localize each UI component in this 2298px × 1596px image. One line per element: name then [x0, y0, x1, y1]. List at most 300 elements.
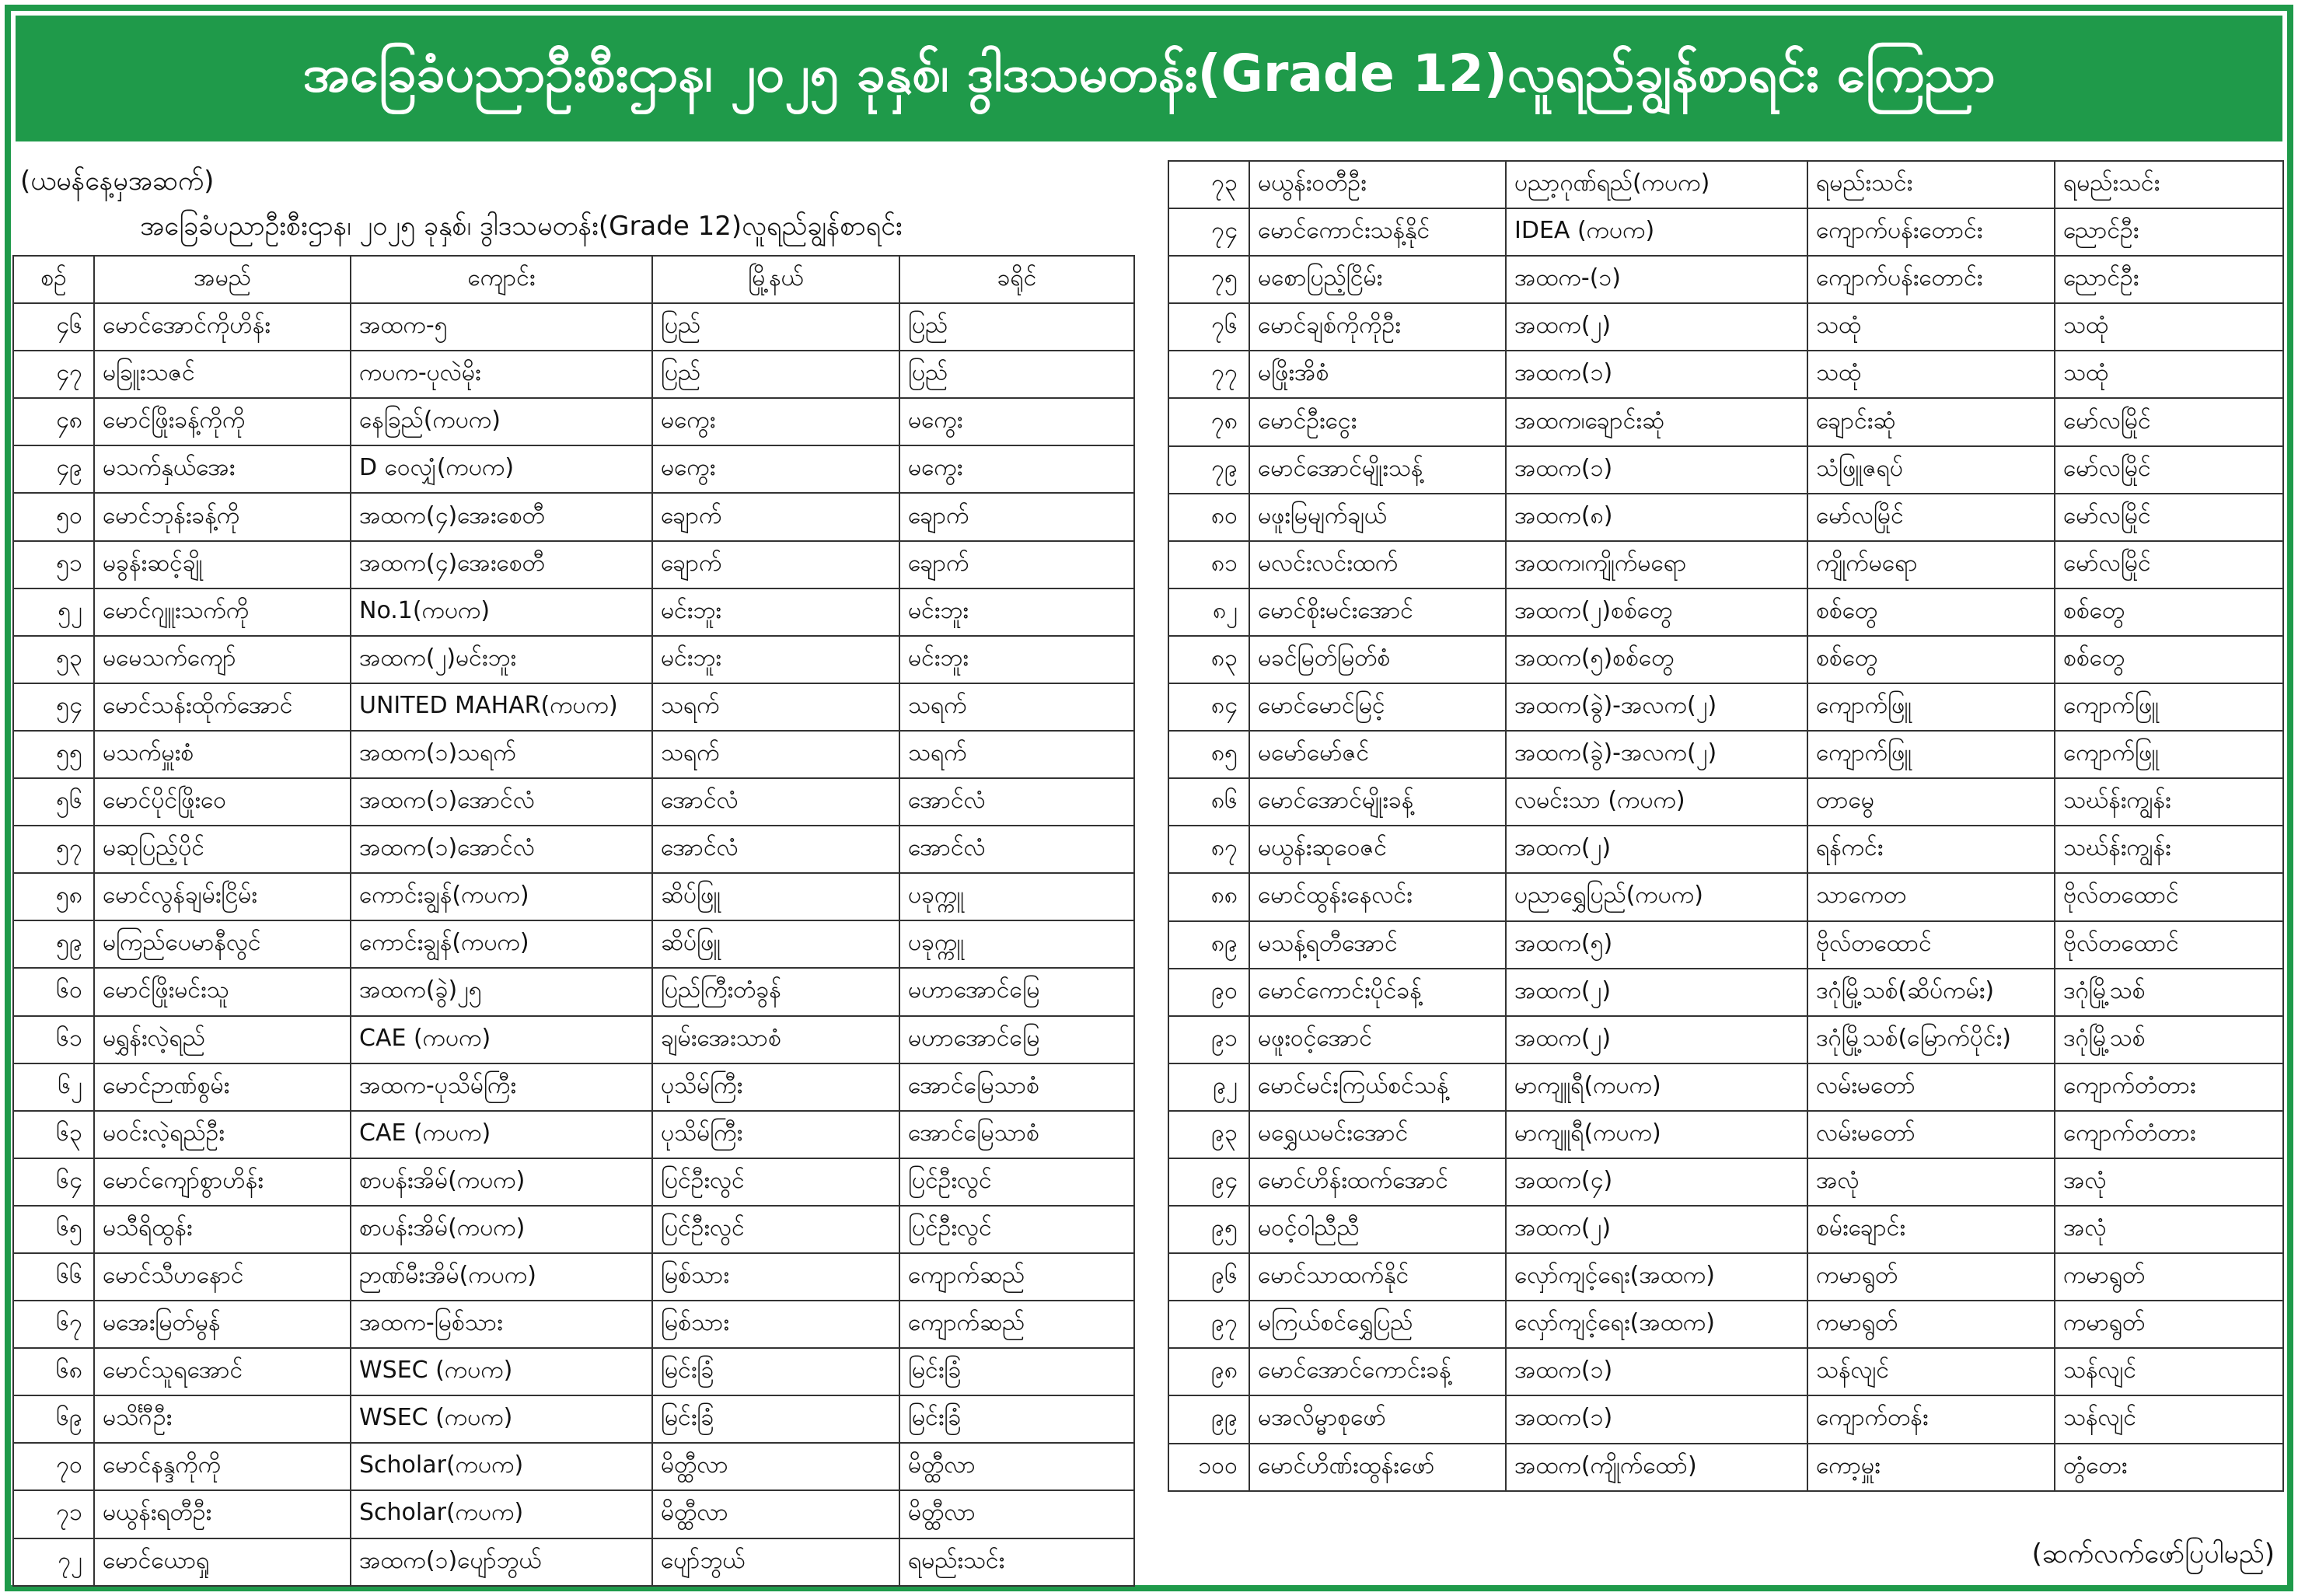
header-no: စဉ်	[13, 256, 94, 303]
cell-no: ၄၈	[13, 398, 94, 445]
cell-district: သထုံ	[2055, 303, 2283, 351]
cell-no: ၉၇	[1168, 1301, 1249, 1348]
cell-name: မောင်စိုးမင်းအောင်	[1249, 588, 1506, 636]
table-row	[1168, 636, 2283, 683]
cell-no: ၈၁	[1168, 541, 1249, 588]
cell-school: D ဝေလျှံ(ကပက)	[351, 445, 652, 493]
cell-district: သဃ်န်းကျွန်း	[2055, 778, 2283, 826]
cell-name: မောင်နန္ဒကိုကို	[94, 1443, 351, 1490]
cell-no: ၉၂	[1168, 1063, 1249, 1111]
cell-district: ပြင်ဦးလွင်	[899, 1206, 1134, 1253]
cell-township: တာမွေ	[1807, 778, 2055, 826]
table-row	[1168, 873, 2283, 920]
table-row	[1168, 1016, 2283, 1063]
table-row	[13, 873, 1134, 920]
cell-district: အောင်မြေသာစံ	[899, 1063, 1134, 1111]
cell-township: ပြင်ဦးလွင်	[652, 1206, 899, 1253]
cell-district: ကမာရွတ်	[2055, 1301, 2283, 1348]
cell-township: ပြင်ဦးလွင်	[652, 1158, 899, 1206]
cell-district: မင်းဘူး	[899, 636, 1134, 683]
cell-no: ၇၀	[13, 1443, 94, 1490]
cell-name: မစောပြည့်ငြိမ်း	[1249, 256, 1506, 303]
table-row	[1168, 1395, 2283, 1443]
cell-school: အထက(၁)အောင်လံ	[351, 826, 652, 873]
table-row	[13, 1063, 1134, 1111]
cell-township: ဒဂုံမြို့သစ်(ဆိပ်ကမ်း)	[1807, 969, 2055, 1016]
cell-no: ၇၅	[1168, 256, 1249, 303]
cell-district: အောင်လံ	[899, 778, 1134, 826]
cell-school: လမင်းသာ (ကပက)	[1506, 778, 1807, 826]
cell-no: ၄၉	[13, 445, 94, 493]
cell-school: ဉာဏ်မီးအိမ်(ကပက)	[351, 1253, 652, 1301]
cell-no: ၉၀	[1168, 969, 1249, 1016]
table-row	[13, 445, 1134, 493]
cell-no: ၉၁	[1168, 1016, 1249, 1063]
cell-no: ၅၆	[13, 778, 94, 826]
table-row	[13, 1016, 1134, 1063]
cell-township: ဆိပ်ဖြူ	[652, 873, 899, 920]
cell-name: မောင်ထွန်းနေလင်း	[1249, 873, 1506, 920]
table-row	[13, 778, 1134, 826]
cell-district: ပခုက္ကူ	[899, 920, 1134, 968]
cell-name: မောင်ပိုင်ဖြိုးဝေ	[94, 778, 351, 826]
cell-township: သထုံ	[1807, 351, 2055, 398]
cell-no: ၇၂	[13, 1538, 94, 1586]
cell-township: ချောင်းဆုံ	[1807, 398, 2055, 445]
continued-footer: (ဆက်လက်ဖော်ပြပါမည်)	[2031, 1538, 2275, 1570]
table-row	[1168, 778, 2283, 826]
cell-township: ကော့မှူး	[1807, 1444, 2055, 1491]
cell-district: မော်လမြိုင်	[2055, 541, 2283, 588]
cell-no: ၅၁	[13, 541, 94, 588]
cell-name: မဖြိုးအိစံ	[1249, 351, 1506, 398]
cell-name: မဖူးဝင့်အောင်	[1249, 1016, 1506, 1063]
cell-school: အထက(၄)အေးစေတီ	[351, 493, 652, 540]
page-title: အခြေခံပညာဦးစီးဌာန၊ ၂၀၂၅ ခုနှစ်၊ ဒွါဒသမတန်း(Grade 12)လူရည်ချွန်စာရင်း ကြေညာ	[16, 16, 2282, 141]
cell-district: ချောက်	[899, 493, 1134, 540]
cell-district: ချောက်	[899, 541, 1134, 588]
cell-name: မောင်ဟိဏ်းထွန်းဖော်	[1249, 1444, 1506, 1491]
header-name: အမည်	[94, 256, 351, 303]
table-row	[1168, 588, 2283, 636]
cell-township: ချမ်းအေးသာစံ	[652, 1016, 899, 1063]
cell-school: အထက(၁)အောင်လံ	[351, 778, 652, 826]
cell-no: ၆၃	[13, 1111, 94, 1158]
cell-name: မမေသက်ကျော်	[94, 636, 351, 683]
cell-township: ကျောက်ဖြူ	[1807, 683, 2055, 731]
cell-district: ကျောက်ဖြူ	[2055, 731, 2283, 778]
table-row	[1168, 256, 2283, 303]
cell-township: ဒဂုံမြို့သစ်(မြောက်ပိုင်း)	[1807, 1016, 2055, 1063]
cell-no: ၅၂	[13, 588, 94, 636]
cell-school: အထက(ခွဲ)-အလက(၂)	[1506, 731, 1807, 778]
cell-school: အထက(၁)ပျော်ဘွယ်	[351, 1538, 652, 1586]
cell-township: သရက်	[652, 731, 899, 778]
cell-no: ၇၃	[1168, 161, 1249, 208]
table-row	[1168, 683, 2283, 731]
cell-name: မမော်မော်ဇင်	[1249, 731, 1506, 778]
table-row	[1168, 446, 2283, 494]
cell-township: မော်လမြိုင်	[1807, 494, 2055, 541]
cell-district: တွံတေး	[2055, 1444, 2283, 1491]
cell-name: မခင်မြတ်မြတ်စံ	[1249, 636, 1506, 683]
cell-school: စာပန်းအိမ်(ကပက)	[351, 1206, 652, 1253]
cell-district: သရက်	[899, 731, 1134, 778]
cell-name: မောင်သာထက်နိုင်	[1249, 1253, 1506, 1301]
continued-note: (ယမန်နေ့မှအဆက်)	[20, 166, 215, 197]
cell-township: သရက်	[652, 683, 899, 731]
cell-school: အထက၊ချောင်းဆုံ	[1506, 398, 1807, 445]
cell-school: အထက(၅)စစ်တွေ	[1506, 636, 1807, 683]
cell-township: ကျောက်ဖြူ	[1807, 731, 2055, 778]
cell-no: ၈၅	[1168, 731, 1249, 778]
cell-no: ၆၂	[13, 1063, 94, 1111]
cell-no: ၈၄	[1168, 683, 1249, 731]
cell-school: မာကျူရီ(ကပက)	[1506, 1111, 1807, 1158]
cell-district: ဒဂုံမြို့သစ်	[2055, 1016, 2283, 1063]
cell-school: အထက-ပုသိမ်ကြီး	[351, 1063, 652, 1111]
table-row	[13, 1490, 1134, 1538]
cell-district: အောင်လံ	[899, 826, 1134, 873]
cell-name: မခွန်းဆင့်ချို	[94, 541, 351, 588]
cell-school: နေခြည်(ကပက)	[351, 398, 652, 445]
cell-school: အထက(၂)	[1506, 969, 1807, 1016]
cell-township: မိတ္ထီလာ	[652, 1490, 899, 1538]
cell-name: မောင်ယောရှု	[94, 1538, 351, 1586]
cell-school: အထက၊ကျိုက်မရော	[1506, 541, 1807, 588]
cell-township: ပြည်	[652, 351, 899, 398]
cell-no: ၆၇	[13, 1301, 94, 1348]
cell-school: အထက(၈)	[1506, 494, 1807, 541]
cell-district: ကျောက်တံတား	[2055, 1111, 2283, 1158]
cell-school: CAE (ကပက)	[351, 1016, 652, 1063]
cell-township: စမ်းချောင်း	[1807, 1206, 2055, 1253]
cell-township: ရန်ကင်း	[1807, 826, 2055, 873]
cell-no: ၄၆	[13, 303, 94, 351]
cell-school: လှော်ကျင့်ရေး(အထက)	[1506, 1253, 1807, 1301]
header-school: ကျောင်း	[351, 256, 652, 303]
cell-name: မလင်းလင်းထက်	[1249, 541, 1506, 588]
table-row	[1168, 1158, 2283, 1206]
cell-township: ဆိပ်ဖြူ	[652, 920, 899, 968]
cell-township: မင်းဘူး	[652, 636, 899, 683]
cell-school: WSEC (ကပက)	[351, 1395, 652, 1443]
cell-no: ၇၇	[1168, 351, 1249, 398]
cell-township: ပြည်	[652, 303, 899, 351]
table-row	[13, 588, 1134, 636]
cell-no: ၆၆	[13, 1253, 94, 1301]
cell-name: မောင်ဖြိုးမင်းသူ	[94, 968, 351, 1015]
table-row	[1168, 1348, 2283, 1395]
table-row	[1168, 303, 2283, 351]
cell-township: မကွေး	[652, 398, 899, 445]
cell-no: ၉၉	[1168, 1395, 1249, 1443]
cell-district: သန်လျင်	[2055, 1395, 2283, 1443]
cell-name: မအလိမ္မာစုဖော်	[1249, 1395, 1506, 1443]
cell-no: ၆၁	[13, 1016, 94, 1063]
cell-township: မြစ်သား	[652, 1301, 899, 1348]
cell-township: မြစ်သား	[652, 1253, 899, 1301]
cell-no: ၈၀	[1168, 494, 1249, 541]
cell-no: ၅၈	[13, 873, 94, 920]
cell-district: စစ်တွေ	[2055, 636, 2283, 683]
cell-district: ပြည်	[899, 351, 1134, 398]
cell-school: ပညာရွှေပြည်(ကပက)	[1506, 873, 1807, 920]
cell-district: ကျောက်ဖြူ	[2055, 683, 2283, 731]
cell-name: မောင်ကျော်စွာဟိန်း	[94, 1158, 351, 1206]
cell-no: ၉၃	[1168, 1111, 1249, 1158]
cell-township: အောင်လံ	[652, 778, 899, 826]
cell-school: အထက(၄)အေးစေတီ	[351, 541, 652, 588]
cell-township: ကျောက်ပန်းတောင်း	[1807, 208, 2055, 256]
cell-township: ကမာရွတ်	[1807, 1301, 2055, 1348]
cell-district: မြင်းခြံ	[899, 1395, 1134, 1443]
table-row	[13, 1253, 1134, 1301]
cell-name: မသိင်္ဂီဦး	[94, 1395, 351, 1443]
cell-district: မကွေး	[899, 398, 1134, 445]
cell-no: ၈၇	[1168, 826, 1249, 873]
cell-district: မြင်းခြံ	[899, 1348, 1134, 1395]
cell-name: မောင်ချစ်ကိုကိုဦး	[1249, 303, 1506, 351]
cell-no: ၉၄	[1168, 1158, 1249, 1206]
table-row	[13, 1395, 1134, 1443]
cell-township: စစ်တွေ	[1807, 636, 2055, 683]
cell-school: အထက(၁)သရက်	[351, 731, 652, 778]
cell-name: မဆုပြည့်ပိုင်	[94, 826, 351, 873]
cell-district: သန်လျင်	[2055, 1348, 2283, 1395]
cell-district: ကမာရွတ်	[2055, 1253, 2283, 1301]
cell-township: ရမည်းသင်း	[1807, 161, 2055, 208]
cell-district: ပခုက္ကူ	[899, 873, 1134, 920]
cell-school: အထက(၂)စစ်တွေ	[1506, 588, 1807, 636]
cell-school: အထက(၁)	[1506, 446, 1807, 494]
cell-township: မြင်းခြံ	[652, 1395, 899, 1443]
cell-no: ၈၂	[1168, 588, 1249, 636]
cell-name: မဝင့်ဝါညီညီ	[1249, 1206, 1506, 1253]
table-row	[13, 1301, 1134, 1348]
cell-district: ညောင်ဦး	[2055, 256, 2283, 303]
cell-district: မင်းဘူး	[899, 588, 1134, 636]
cell-school: အထက(ခွဲ)၂၅	[351, 968, 652, 1015]
cell-district: မော်လမြိုင်	[2055, 398, 2283, 445]
cell-no: ၆၉	[13, 1395, 94, 1443]
cell-name: မောင်အောင်ကောင်းခန့်	[1249, 1348, 1506, 1395]
cell-township: သထုံ	[1807, 303, 2055, 351]
cell-name: မဖူးမြမျက်ချယ်	[1249, 494, 1506, 541]
cell-township: မကွေး	[652, 445, 899, 493]
cell-no: ၅၄	[13, 683, 94, 731]
cell-no: ၅၉	[13, 920, 94, 968]
table-row	[1168, 969, 2283, 1016]
cell-no: ၉၅	[1168, 1206, 1249, 1253]
table-row	[1168, 1301, 2283, 1348]
cell-name: မကြည်ပေမာနီလွင်	[94, 920, 351, 968]
cell-school: CAE (ကပက)	[351, 1111, 652, 1158]
cell-school: ကောင်းချွန်(ကပက)	[351, 873, 652, 920]
cell-school: မာကျူရီ(ကပက)	[1506, 1063, 1807, 1111]
cell-no: ၇၆	[1168, 303, 1249, 351]
cell-district: ကျောက်ဆည်	[899, 1253, 1134, 1301]
cell-district: ဗိုလ်တထောင်	[2055, 873, 2283, 920]
cell-no: ၁၀၀	[1168, 1444, 1249, 1491]
cell-no: ၇၈	[1168, 398, 1249, 445]
cell-district: မကွေး	[899, 445, 1134, 493]
table-row	[13, 541, 1134, 588]
cell-township: ကမာရွတ်	[1807, 1253, 2055, 1301]
table-row	[1168, 1111, 2283, 1158]
table-row	[13, 968, 1134, 1015]
table-row	[1168, 161, 2283, 208]
cell-name: မောင်ဖြိုးခန့်ကိုကို	[94, 398, 351, 445]
cell-name: မကြယ်စင်ရွှေပြည်	[1249, 1301, 1506, 1348]
cell-no: ၆၈	[13, 1348, 94, 1395]
cell-district: ရမည်းသင်း	[2055, 161, 2283, 208]
cell-school: အထက-၅	[351, 303, 652, 351]
cell-school: ကောင်းချွန်(ကပက)	[351, 920, 652, 968]
table-header-row	[13, 256, 1134, 303]
table-title: အခြေခံပညာဦးစီးဌာန၊ ၂၀၂၅ ခုနှစ်၊ ဒွါဒသမတန်း(Grade 12)လူရည်ချွန်စာရင်း	[140, 211, 903, 242]
table-row	[13, 493, 1134, 540]
header-township: မြို့နယ်	[652, 256, 899, 303]
cell-name: မောင်မင်းကြယ်စင်သန့်	[1249, 1063, 1506, 1111]
cell-no: ၅၃	[13, 636, 94, 683]
cell-school: အထက(ခွဲ)-အလက(၂)	[1506, 683, 1807, 731]
cell-name: မောင်လွန်ချမ်းငြိမ်း	[94, 873, 351, 920]
table-row	[13, 826, 1134, 873]
table-row	[1168, 826, 2283, 873]
cell-school: အထက(၂)	[1506, 1016, 1807, 1063]
cell-name: မောင်ဂျူးသက်ကို	[94, 588, 351, 636]
cell-township: ဗိုလ်တထောင်	[1807, 921, 2055, 969]
cell-name: မောင်သီဟနောင်	[94, 1253, 351, 1301]
cell-township: မိတ္ထီလာ	[652, 1443, 899, 1490]
cell-name: မောင်မောင်မြင့်	[1249, 683, 1506, 731]
cell-school: အထက(ကျိုက်ထော်)	[1506, 1444, 1807, 1491]
cell-name: မယွန်းဆုဝေဇင်	[1249, 826, 1506, 873]
cell-school: WSEC (ကပက)	[351, 1348, 652, 1395]
cell-name: မဝင်းလဲ့ရည်ဦး	[94, 1111, 351, 1158]
cell-township: လမ်းမတော်	[1807, 1063, 2055, 1111]
cell-township: ချောက်	[652, 541, 899, 588]
cell-no: ၅၀	[13, 493, 94, 540]
table-row	[1168, 208, 2283, 256]
cell-district: သရက်	[899, 683, 1134, 731]
cell-township: ကျောက်ပန်းတောင်း	[1807, 256, 2055, 303]
cell-school: ပညာ့ဂုဏ်ရည်(ကပက)	[1506, 161, 1807, 208]
cell-name: မောင်ဉာဏ်စွမ်း	[94, 1063, 351, 1111]
cell-school: အထက(၁)	[1506, 351, 1807, 398]
cell-name: မောင်အောင်မျိုးသန့်	[1249, 446, 1506, 494]
cell-district: ညောင်ဦး	[2055, 208, 2283, 256]
cell-school: လှော်ကျင့်ရေး(အထက)	[1506, 1301, 1807, 1348]
table-row	[13, 1348, 1134, 1395]
cell-township: ကျောက်တန်း	[1807, 1395, 2055, 1443]
cell-township: သံဖြူဇရပ်	[1807, 446, 2055, 494]
cell-school: Scholar(ကပက)	[351, 1443, 652, 1490]
cell-no: ၈၈	[1168, 873, 1249, 920]
cell-township: ပျော်ဘွယ်	[652, 1538, 899, 1586]
cell-name: မရွှေယမင်းအောင်	[1249, 1111, 1506, 1158]
cell-school: အထက-(၁)	[1506, 256, 1807, 303]
cell-township: ပုသိမ်ကြီး	[652, 1111, 899, 1158]
table-row	[1168, 731, 2283, 778]
table-row	[1168, 1253, 2283, 1301]
cell-school: စာပန်းအိမ်(ကပက)	[351, 1158, 652, 1206]
cell-no: ၄၇	[13, 351, 94, 398]
cell-no: ၇၁	[13, 1490, 94, 1538]
table-row	[1168, 351, 2283, 398]
cell-school: အထက(၂)	[1506, 826, 1807, 873]
table-row	[13, 920, 1134, 968]
table-row	[1168, 1206, 2283, 1253]
cell-no: ၉၈	[1168, 1348, 1249, 1395]
cell-name: မောင်ဟိန်းထက်အောင်	[1249, 1158, 1506, 1206]
cell-district: အောင်မြေသာစံ	[899, 1111, 1134, 1158]
cell-school: UNITED MAHAR(ကပက)	[351, 683, 652, 731]
cell-name: မောင်သန်းထိုက်အောင်	[94, 683, 351, 731]
cell-school: ကပက-ပုလဲမိုး	[351, 351, 652, 398]
cell-name: မောင်ကောင်းပိုင်ခန့်	[1249, 969, 1506, 1016]
cell-name: မောင်ဦးငွေး	[1249, 398, 1506, 445]
cell-no: ၈၆	[1168, 778, 1249, 826]
cell-township: စစ်တွေ	[1807, 588, 2055, 636]
cell-district: မော်လမြိုင်	[2055, 446, 2283, 494]
cell-district: စစ်တွေ	[2055, 588, 2283, 636]
cell-school: အထက-မြစ်သား	[351, 1301, 652, 1348]
cell-district: ကျောက်တံတား	[2055, 1063, 2283, 1111]
table-row	[1168, 1444, 2283, 1491]
cell-district: မိတ္ထီလာ	[899, 1443, 1134, 1490]
cell-school: အထက(၅)	[1506, 921, 1807, 969]
table-row	[13, 303, 1134, 351]
cell-name: မသီရိထွန်း	[94, 1206, 351, 1253]
table-row	[13, 398, 1134, 445]
cell-school: အထက(၂)မင်းဘူး	[351, 636, 652, 683]
cell-township: သာကေတ	[1807, 873, 2055, 920]
results-table-left	[12, 255, 1135, 1587]
cell-district: မိတ္ထီလာ	[899, 1490, 1134, 1538]
cell-name: မောင်အောင်ကိုဟိန်း	[94, 303, 351, 351]
cell-school: Scholar(ကပက)	[351, 1490, 652, 1538]
header-district: ခရိုင်	[899, 256, 1134, 303]
cell-name: မောင်သူရအောင်	[94, 1348, 351, 1395]
table-row	[13, 731, 1134, 778]
cell-township: ကျိုက်မရော	[1807, 541, 2055, 588]
cell-township: လမ်းမတော်	[1807, 1111, 2055, 1158]
cell-school: IDEA (ကပက)	[1506, 208, 1807, 256]
cell-name: မယွန်းရတီဦး	[94, 1490, 351, 1538]
cell-name: မသက်မှူးစံ	[94, 731, 351, 778]
cell-district: မဟာအောင်မြေ	[899, 1016, 1134, 1063]
cell-no: ၅၇	[13, 826, 94, 873]
table-row	[1168, 398, 2283, 445]
table-row	[13, 351, 1134, 398]
table-row	[13, 636, 1134, 683]
cell-no: ၇၄	[1168, 208, 1249, 256]
cell-school: အထက(၄)	[1506, 1158, 1807, 1206]
table-row	[13, 1158, 1134, 1206]
cell-no: ၆၅	[13, 1206, 94, 1253]
cell-township: ပုသိမ်ကြီး	[652, 1063, 899, 1111]
cell-no: ၉၆	[1168, 1253, 1249, 1301]
table-row	[13, 1443, 1134, 1490]
table-row	[1168, 541, 2283, 588]
table-row	[13, 1538, 1134, 1586]
cell-district: ပြည်	[899, 303, 1134, 351]
cell-district: မဟာအောင်မြေ	[899, 968, 1134, 1015]
cell-township: သန်လျင်	[1807, 1348, 2055, 1395]
cell-name: မအေးမြတ်မွန်	[94, 1301, 351, 1348]
